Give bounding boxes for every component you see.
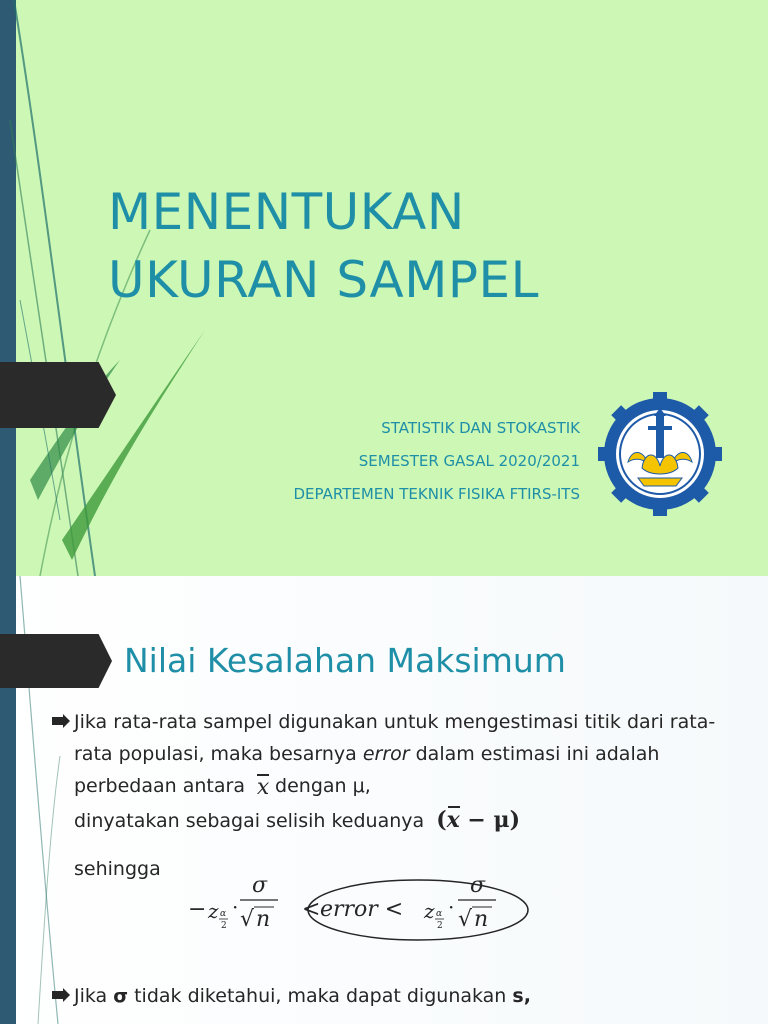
two-symbol: 2 (221, 921, 227, 931)
s-symbol: s, (512, 985, 531, 1007)
slide-title (108, 178, 539, 314)
difference-expression (436, 807, 520, 833)
dot-symbol: · (448, 895, 455, 919)
z-symbol: z (424, 899, 435, 923)
bullet-text: dalam estimasi ini adalah perbedaan antara (74, 743, 660, 797)
error-expression: error < (320, 897, 404, 922)
slide-heading: Nilai Kesalahan Maksimum (124, 641, 566, 680)
sehingga-label: sehingga (74, 858, 161, 880)
title-line-2: UKURAN SAMPEL (108, 251, 539, 309)
its-logo-icon (598, 392, 722, 516)
z-symbol: z (208, 899, 219, 923)
bullet-text: Jika (74, 985, 108, 1007)
x-bar-symbol: x (446, 807, 460, 833)
sigma-symbol: σ (113, 985, 129, 1007)
minus-sign: − (188, 897, 207, 922)
arrow-tab (0, 634, 112, 688)
minus-mu: − μ) (459, 807, 521, 833)
course-name: STATISTIK DAN STOKASTIK (381, 419, 580, 437)
alpha-symbol: α (220, 909, 227, 919)
semester-label: SEMESTER GASAL 2020/2021 (358, 452, 580, 470)
bullet-text: dengan μ, (275, 775, 371, 797)
subtitle-block (294, 412, 581, 511)
alpha-symbol: α (436, 909, 443, 919)
bullet-item (52, 980, 752, 1012)
sqrt-symbol: √ (240, 907, 255, 932)
two-symbol: 2 (437, 921, 443, 931)
sigma-symbol: σ (470, 873, 486, 898)
dot-symbol: · (232, 895, 239, 919)
n-symbol: n (474, 907, 489, 932)
bullet-arrow-icon (52, 714, 70, 728)
bullet-item (52, 706, 752, 837)
paren-open: ( (436, 807, 447, 833)
title-line-1: MENENTUKAN (108, 183, 465, 241)
sqrt-symbol: √ (458, 907, 473, 932)
bullet-text: dinyatakan sebagai selisih keduanya (74, 810, 425, 832)
confidence-formula (180, 870, 560, 950)
department-label: DEPARTEMEN TEKNIK FISIKA FTIRS-ITS (293, 485, 580, 503)
n-symbol: n (256, 907, 271, 932)
arrow-tab (0, 362, 116, 428)
bullet-arrow-icon (52, 988, 70, 1002)
left-accent-bar (0, 0, 16, 576)
x-bar-symbol: x (251, 772, 275, 804)
bullet-text: Jika rata-rata sampel digunakan untuk mengestimasi titik dari rata-rata populasi, maka besarnya (74, 711, 716, 765)
sigma-symbol: σ (252, 873, 268, 898)
content-slide (0, 576, 768, 1024)
error-word: error (362, 743, 410, 765)
bullet-text: tidak diketahui, maka dapat digunakan (134, 985, 507, 1007)
less-than: < (302, 897, 321, 922)
